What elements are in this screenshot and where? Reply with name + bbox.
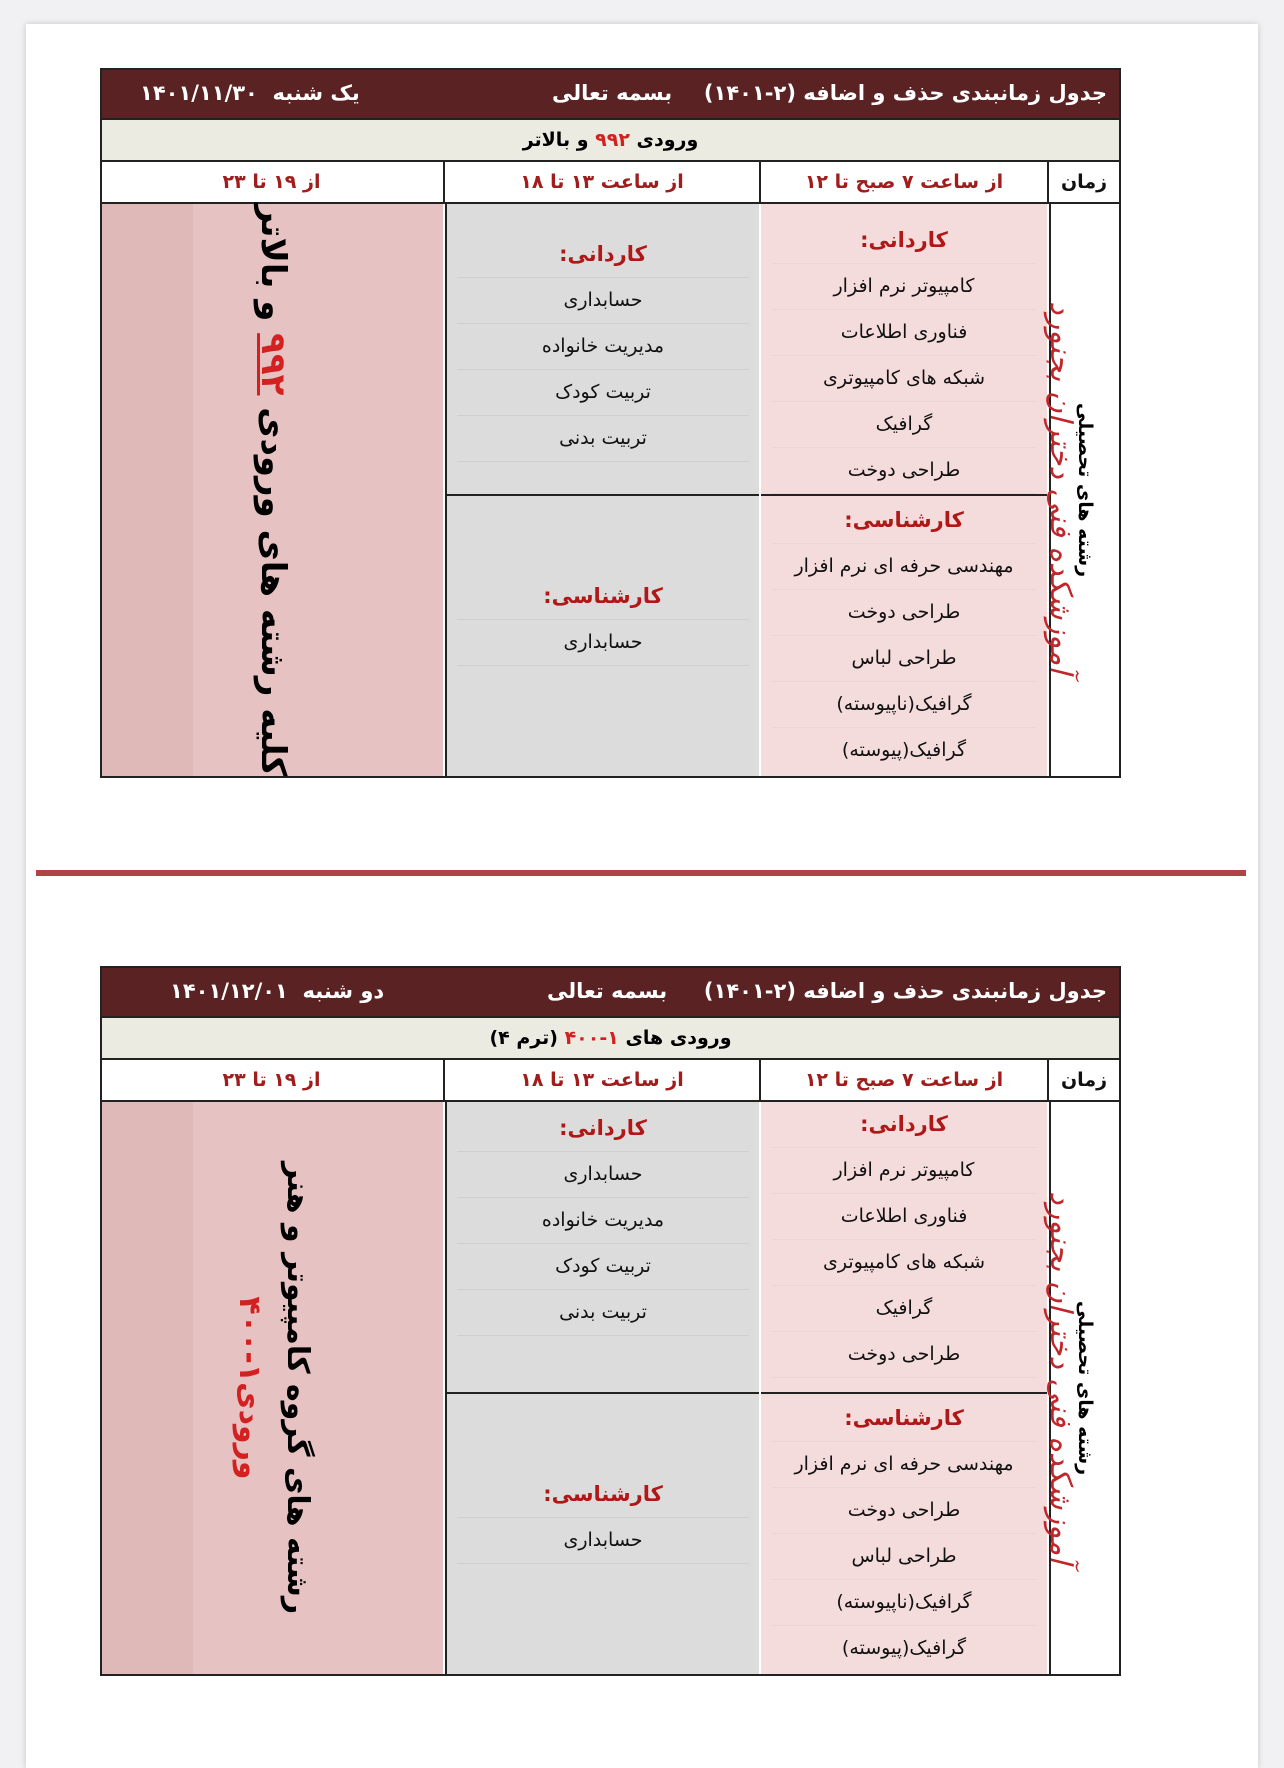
bachelor-heading: کارشناسی:: [771, 1396, 1037, 1442]
evening-text: [225, 1162, 321, 1614]
bismillah-text: بسمه تعالی: [552, 81, 673, 105]
list-item: کامپیوتر نرم افزار: [771, 264, 1037, 310]
schedule-date: [140, 81, 360, 105]
list-item: طراحی دوخت: [771, 448, 1037, 494]
title-bar: [102, 70, 1119, 120]
header-afternoon: از ساعت ۱۳ تا ۱۸: [445, 162, 761, 202]
entry-suffix: و بالاتر: [522, 129, 589, 151]
evening-prefix: کلیه رشته های ورودی: [252, 407, 293, 777]
list-item: گرافیک(پیوسته): [841, 739, 967, 761]
list-item: مهندسی حرفه ای نرم افزار: [771, 1442, 1037, 1488]
evening-panel: [193, 204, 443, 776]
list-item: حسابداری: [457, 1152, 749, 1198]
schedule-body: [102, 1102, 1119, 1674]
title-bar: [102, 968, 1119, 1018]
bachelor-heading: کارشناسی:: [457, 574, 749, 620]
date-value: ۱۴۰۱/۱۲/۰۱: [170, 979, 288, 1003]
list-item: طراحی لباس: [771, 1534, 1037, 1580]
evening-text: [253, 204, 293, 777]
list-item: مهندسی حرفه ای نرم افزار: [771, 544, 1037, 590]
list-item: تربیت کودک: [457, 1244, 749, 1290]
evening-highlight: ۹۹۲: [252, 333, 293, 396]
list-item: حسابداری: [457, 1518, 749, 1564]
header-time: زمان: [1060, 1069, 1108, 1091]
header-morning: از ساعت ۷ صبح تا ۱۲: [761, 1060, 1049, 1100]
list-item: حسابداری: [457, 278, 749, 324]
college-watermark: آموزشکده فنی دختران بجنورد: [1042, 301, 1078, 674]
schedule-date: [170, 979, 384, 1003]
header-row: [102, 1060, 1119, 1102]
list-item: طراحی دوخت: [771, 1332, 1037, 1378]
list-item: حسابداری: [457, 620, 749, 666]
associate-heading: کاردانی:: [771, 1102, 1037, 1148]
associate-heading: کاردانی:: [771, 218, 1037, 264]
section-divider: [36, 870, 1246, 876]
bachelor-heading: کارشناسی:: [771, 498, 1037, 544]
list-item: کامپیوتر نرم افزار: [771, 1148, 1037, 1194]
list-item: طراحی لباس: [771, 636, 1037, 682]
header-evening: از ۱۹ تا ۲۳: [100, 162, 445, 202]
list-item: گرافیک: [771, 402, 1037, 448]
header-afternoon: از ساعت ۱۳ تا ۱۸: [445, 1060, 761, 1100]
morning-bachelor-cell: [761, 496, 1047, 776]
list-item: تربیت کودک: [457, 370, 749, 416]
header-evening: از ۱۹ تا ۲۳: [100, 1060, 445, 1100]
entry-highlight: ۱-۴۰۰: [564, 1027, 619, 1049]
list-item: گرافیک(پیوسته): [841, 1637, 967, 1659]
afternoon-bachelor-cell: [445, 1394, 759, 1674]
list-item: شبکه های کامپیوتری: [771, 1240, 1037, 1286]
entry-prefix: ورودی: [636, 129, 699, 151]
bismillah-text: بسمه تعالی: [547, 979, 668, 1003]
entry-suffix: (ترم ۴): [489, 1027, 558, 1049]
list-item: مدیریت خانواده: [457, 324, 749, 370]
schedule-body: [102, 204, 1119, 776]
college-watermark: آموزشکده فنی دختران بجنورد: [1042, 1191, 1078, 1564]
date-value: ۱۴۰۱/۱۱/۳۰: [140, 81, 258, 105]
morning-associate-cell: [761, 204, 1047, 496]
associate-heading: کاردانی:: [457, 232, 749, 278]
schedule-table-1: [100, 68, 1121, 778]
evening-line-1: رشته های گروه کامپیوتر و هنر: [279, 1161, 315, 1615]
header-time: زمان: [1060, 171, 1108, 193]
list-item: طراحی دوخت: [771, 590, 1037, 636]
bachelor-heading: کارشناسی:: [457, 1472, 749, 1518]
list-item: گرافیک(ناپیوسته): [771, 682, 1037, 728]
list-item: گرافیک(ناپیوسته): [771, 1580, 1037, 1626]
evening-cell: [102, 204, 443, 776]
list-item: فناوری اطلاعات: [771, 1194, 1037, 1240]
list-item: شبکه های کامپیوتری: [771, 356, 1037, 402]
header-morning: از ساعت ۷ صبح تا ۱۲: [761, 162, 1049, 202]
day-name: یک شنبه: [272, 81, 360, 105]
fields-label: رشته های تحصیلی: [1074, 402, 1096, 578]
entry-prefix: ورودی های: [625, 1027, 732, 1049]
list-item: گرافیک: [771, 1286, 1037, 1332]
list-item: مدیریت خانواده: [457, 1198, 749, 1244]
evening-cell: [102, 1102, 443, 1674]
entry-bar: [102, 1018, 1119, 1060]
header-row: [102, 162, 1119, 204]
entry-bar: [102, 120, 1119, 162]
fields-label: رشته های تحصیلی: [1074, 1300, 1096, 1476]
schedule-title: جدول زمانبندی حذف و اضافه (۲-۱۴۰۱): [703, 81, 1107, 105]
schedule-table-2: [100, 966, 1121, 1676]
associate-heading: کاردانی:: [457, 1106, 749, 1152]
list-item: تربیت بدنی: [457, 416, 749, 462]
evening-line-2: ورودی۱-۴۰۰: [231, 1296, 267, 1480]
list-item: تربیت بدنی: [457, 1290, 749, 1336]
day-name: دو شنبه: [302, 979, 385, 1003]
evening-suffix: و بالاتر: [252, 203, 293, 322]
entry-highlight: ۹۹۲: [595, 129, 630, 151]
afternoon-associate-cell: [445, 1102, 759, 1394]
afternoon-bachelor-cell: [445, 496, 759, 776]
list-item: فناوری اطلاعات: [771, 310, 1037, 356]
morning-associate-cell: [761, 1102, 1047, 1394]
afternoon-associate-cell: [445, 204, 759, 496]
morning-bachelor-cell: [761, 1394, 1047, 1674]
list-item: طراحی دوخت: [771, 1488, 1037, 1534]
schedule-title: جدول زمانبندی حذف و اضافه (۲-۱۴۰۱): [703, 979, 1107, 1003]
